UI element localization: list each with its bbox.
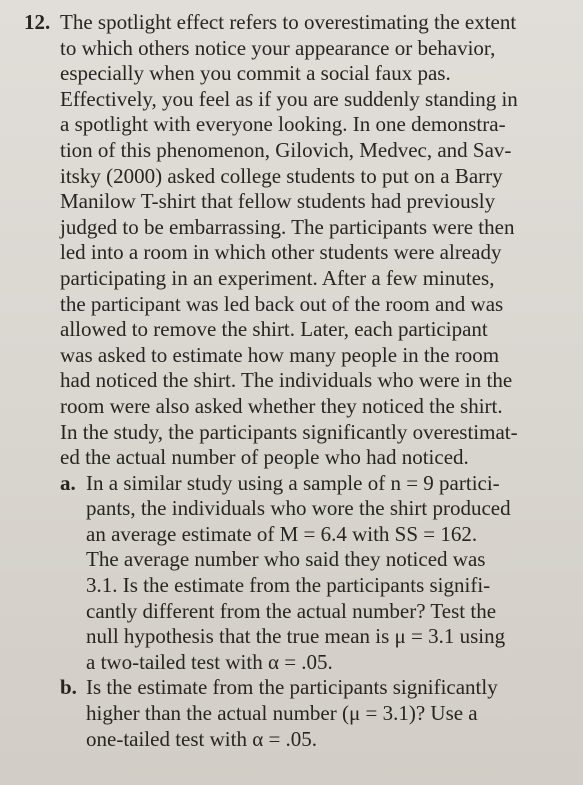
problem-line: especially when you commit a social faux pas. [60, 61, 451, 86]
part-a-line: null hypothesis that the true mean is μ = 3.1 using [86, 624, 506, 649]
part-a-line: The average number who said they noticed was [86, 547, 486, 572]
part-a [60, 471, 571, 676]
problem-number: 12. [24, 10, 51, 34]
problem-line: allowed to remove the shirt. Later, each participant [60, 317, 488, 342]
part-a-line: a two-tailed test with α = .05. [86, 649, 333, 674]
problem-line: In the study, the participants significantly overestimat- [60, 419, 518, 444]
problem-line: The spotlight effect refers to overestimating the extent [60, 10, 517, 34]
part-a-line: pants, the individuals who wore the shirt produced [86, 496, 511, 521]
problem-line: participating in an experiment. After a few minutes, [60, 265, 495, 290]
problem-line: room were also asked whether they noticed the shirt. [60, 393, 503, 418]
problem-line: Effectively, you feel as if you are suddenly standing in [60, 86, 518, 111]
problem-line: was asked to estimate how many people in the room [60, 342, 500, 367]
problem-line: to which others notice your appearance or behavior, [60, 35, 496, 60]
problem-text [60, 10, 571, 471]
part-a-line: 3.1. Is the estimate from the participants signifi- [86, 573, 491, 598]
problem-line: tion of this phenomenon, Gilovich, Medvec, and Sav- [60, 137, 512, 162]
part-a-label: a. [60, 470, 76, 495]
part-a-line: cantly different from the actual number? Test the [86, 598, 497, 623]
part-b-line: one-tailed test with α = .05. [86, 726, 318, 751]
part-b-line: higher than the actual number (μ = 3.1)? Use a [86, 701, 478, 726]
part-b-line: Is the estimate from the participants significantly [86, 675, 498, 700]
problem-line: itsky (2000) asked college students to put on a Barry [60, 163, 503, 188]
problem-line: a spotlight with everyone looking. In one demonstra- [60, 112, 506, 137]
problem-line: judged to be embarrassing. The participants were then [60, 214, 515, 239]
part-b-label: b. [60, 675, 77, 700]
problem-line: ed the actual number of people who had noticed. [60, 445, 469, 470]
problem-line: Manilow T-shirt that fellow students had previously [60, 189, 496, 214]
problem-line: had noticed the shirt. The individuals who were in the [60, 368, 513, 393]
problem-line: led into a room in which other students were already [60, 240, 502, 265]
part-a-line: In a similar study using a sample of n = 9 partici- [86, 470, 500, 495]
problem-line: the participant was led back out of the room and was [60, 291, 504, 316]
part-a-line: an average estimate of M = 6.4 with SS = 162. [86, 521, 478, 546]
problem-12 [0, 10, 583, 752]
part-b [60, 675, 571, 752]
